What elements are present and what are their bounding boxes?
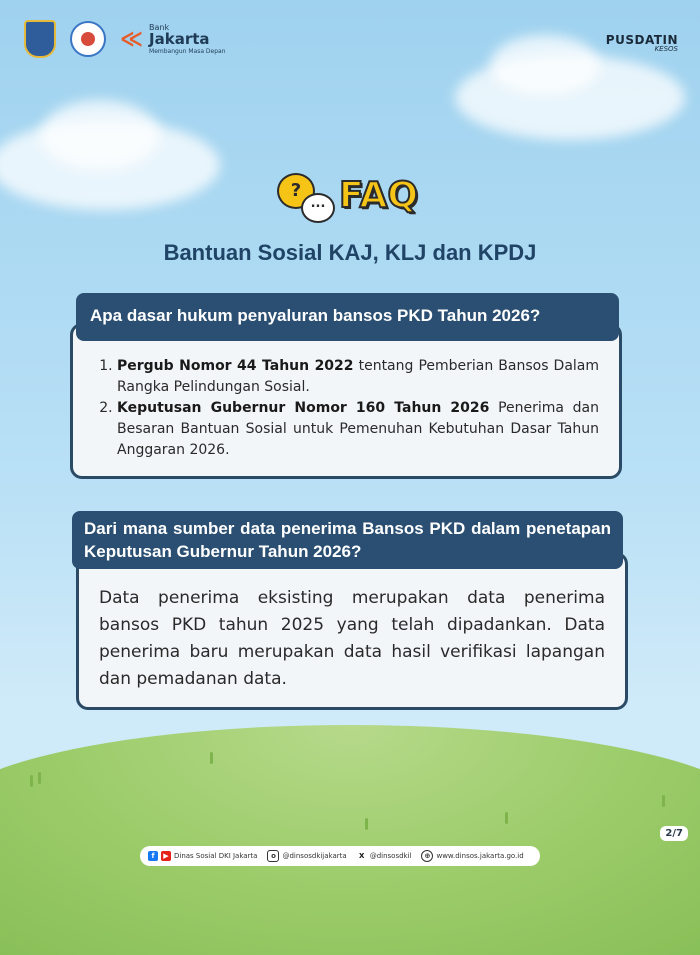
bank-tagline: Membangun Masa Depan (149, 47, 226, 55)
footer-facebook-youtube[interactable] (148, 851, 257, 861)
bank-jakarta-mark-icon: ≪ (120, 26, 144, 52)
globe-icon: ⊕ (421, 850, 433, 862)
pusdatin-logo (606, 34, 678, 53)
footer-x-text: @dinsosdkil (369, 852, 412, 860)
grass-tuft (365, 818, 368, 830)
legal-basis-list (99, 356, 599, 461)
page-subtitle: Bantuan Sosial KAJ, KLJ dan KPDJ (163, 240, 537, 265)
x-icon: X (357, 851, 367, 861)
grass-tuft (30, 775, 33, 787)
list-item (117, 356, 599, 398)
question-bubble-icon (275, 173, 325, 217)
bank-jakarta-logo (120, 24, 226, 55)
pusdatin-sub-text: KESOS (654, 45, 678, 53)
dinsos-seal-icon (70, 21, 106, 57)
footer-web[interactable] (421, 850, 523, 862)
question-1-header: Apa dasar hukum penyaluran bansos PKD Tahun 2026? (76, 293, 619, 341)
faq-title: FAQ (339, 174, 418, 216)
social-footer (140, 846, 540, 866)
pusdatin-main-text: PUSDATIN (605, 33, 678, 47)
partner-logos (24, 20, 226, 58)
jakarta-emblem-icon (24, 20, 56, 58)
footer-instagram-text: @dinsosdkijakarta (282, 852, 347, 860)
faq-heading (275, 173, 418, 217)
list-item (117, 398, 599, 461)
list-item-bold: Pergub Nomor 44 Tahun 2022 (117, 358, 354, 374)
footer-facebook-text: Dinas Sosial DKI Jakarta (174, 852, 258, 860)
footer-instagram[interactable] (267, 850, 346, 862)
page-indicator: 2/7 (660, 826, 688, 841)
grass-tuft (662, 795, 665, 807)
question-2-header: Dari mana sumber data penerima Bansos PKD dalam penetapan Keputusan Gubernur Tahun 2026? (72, 511, 623, 569)
facebook-icon: f (148, 851, 158, 861)
bank-label-small: Bank (149, 22, 170, 32)
ellipsis-bubble: ... (301, 193, 335, 223)
answer-1-card (70, 323, 622, 479)
instagram-icon: o (267, 850, 279, 862)
bank-name: Jakarta (149, 29, 210, 48)
footer-x[interactable] (357, 851, 412, 861)
question-mark-bubble: ? (277, 173, 315, 209)
footer-web-text: www.dinsos.jakarta.go.id (436, 852, 524, 860)
cloud-right-top (490, 35, 600, 95)
grass-tuft (210, 752, 213, 764)
answer-2-card (76, 552, 628, 710)
list-item-text: Penerima dan Besaran Bantuan Sosial untuk Pemenuhan Kebutuhan Dasar Tahun Anggaran 2026. (117, 400, 599, 458)
grass-tuft (505, 812, 508, 824)
cloud-left-top (40, 100, 160, 170)
list-item-bold: Keputusan Gubernur Nomor 160 Tahun 2026 (117, 400, 490, 416)
youtube-icon: ▶ (161, 851, 171, 861)
grass-hill (0, 725, 700, 955)
grass-tuft (38, 772, 41, 784)
list-item-text: tentang Pemberian Bansos Dalam Rangka Pelindungan Sosial. (117, 358, 600, 395)
answer-2-text: Data penerima eksisting merupakan data penerima bansos PKD tahun 2025 yang telah dipadankan. Data penerima baru merupakan data hasil verifikasi lapangan dan pemadanan data. (99, 588, 605, 689)
